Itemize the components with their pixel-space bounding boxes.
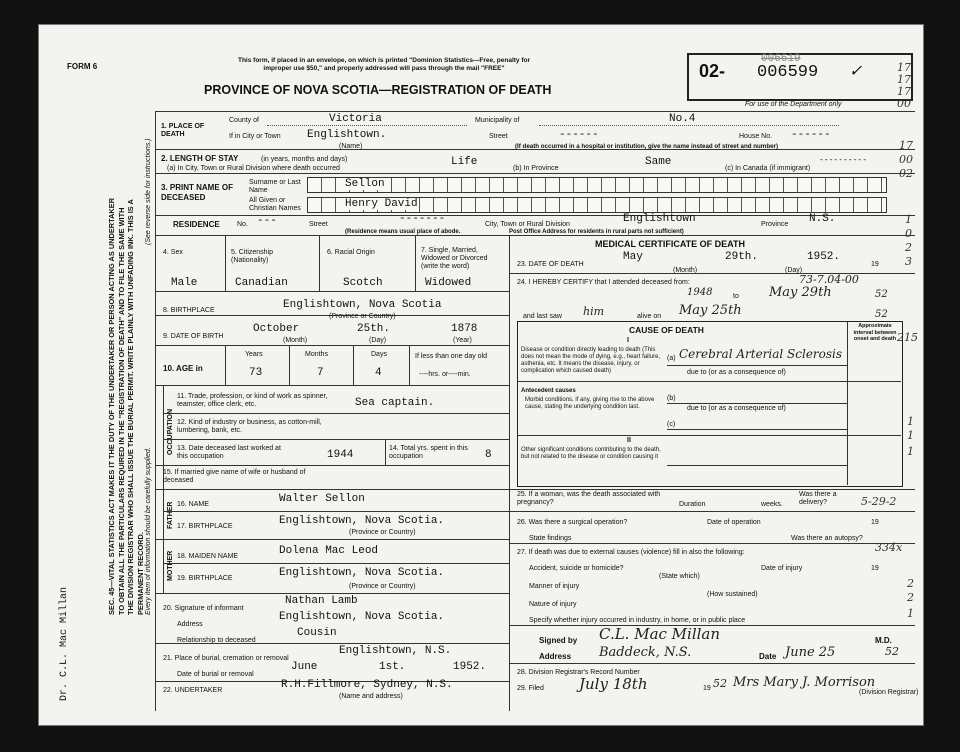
doctor-name-margin: Dr. C.L. Mac Millan	[59, 586, 70, 701]
registrar-signature: Mrs Mary J. Morrison	[733, 675, 876, 690]
margin-mark: 17	[897, 73, 911, 86]
injury-date-label: Date of injury	[761, 565, 803, 572]
margin-mark: 00	[899, 153, 913, 166]
racial-origin-value: Scotch	[343, 277, 383, 289]
birthplace-value: Englishtown, Nova Scotia	[283, 299, 442, 311]
surname-boxes	[307, 177, 887, 193]
margin-mark: 2	[907, 577, 914, 590]
due-to-label-a: due to (or as a consequence of)	[687, 369, 786, 376]
stay-city-value: Life	[451, 156, 478, 168]
street-value: ------	[559, 129, 599, 141]
mother-birthplace-label: 19. BIRTHPLACE	[177, 575, 233, 582]
mother-birthplace-value: Englishtown, Nova Scotia.	[279, 567, 445, 579]
sex-label: 4. Sex	[163, 249, 183, 256]
alive-on-year: 52	[875, 309, 888, 320]
cause-a-value: Cerebral Arterial Sclerosis	[679, 347, 843, 361]
house-value: ------	[791, 129, 831, 141]
age-months: 7	[317, 367, 324, 379]
attended-to-label: to	[733, 293, 739, 300]
days-label: Days	[371, 351, 387, 358]
informant-address-label: Address	[177, 621, 203, 628]
medical-certificate-heading: MEDICAL CERTIFICATE OF DEATH	[595, 239, 745, 249]
trade-value: Sea captain.	[355, 397, 435, 409]
maiden-name-label: 18. MAIDEN NAME	[177, 553, 239, 560]
margin-mark: 17	[899, 139, 913, 152]
autopsy-label: Was there an autopsy?	[791, 535, 863, 542]
signed-by-value: C.L. Mac Millan	[599, 625, 721, 643]
operation-year-suffix: 19	[871, 519, 879, 526]
mother-group-label: MOTHER	[167, 550, 174, 581]
margin-mark: 2	[905, 241, 912, 254]
date-of-death-month: May	[623, 251, 643, 263]
dob-month-caption: (Month)	[283, 337, 308, 344]
informant-signature-value: Nathan Lamb	[285, 595, 358, 607]
nature-of-injury-label: Nature of injury	[529, 601, 577, 608]
name-caption: (Name)	[339, 143, 363, 150]
years-label: Years	[245, 351, 263, 358]
dob-label: 9. DATE OF BIRTH	[163, 333, 224, 340]
racial-origin-label: 6. Racial Origin	[327, 249, 375, 256]
maiden-name-value: Dolena Mac Leod	[279, 545, 379, 557]
months-label: Months	[305, 351, 328, 358]
surname-value: Sellon	[345, 178, 385, 190]
father-group-label: FATHER	[167, 501, 174, 529]
physician-date-value: June 25	[785, 645, 836, 660]
margin-mark: 5-29-2	[861, 495, 897, 508]
residence-province-label: Province	[761, 221, 789, 228]
form-number: FORM 6	[67, 62, 98, 71]
margin-mark: 1	[907, 429, 914, 442]
margin-mark: 17	[897, 61, 911, 74]
given-names-value: Henry David	[345, 198, 418, 210]
delivery-label: Was there a delivery?	[799, 491, 837, 506]
residence-note: (Residence means usual place of abode.	[345, 229, 461, 235]
dept-use-note: For use of the Department only	[745, 101, 842, 108]
check-mark-icon: ✓	[849, 63, 863, 80]
cause-of-death-heading: CAUSE OF DEATH	[629, 325, 704, 335]
city-value: Englishtown.	[307, 129, 387, 141]
side-note-reverse: (See reverse side for instructions.)	[145, 138, 152, 245]
injury-year-suffix: 19	[871, 565, 879, 572]
occupation-group-label: OCCUPATION	[167, 408, 174, 455]
cause-b-marker: (b)	[667, 395, 676, 402]
less-than-day-label: If less than one day old	[415, 353, 487, 360]
margin-mark: 3	[905, 255, 912, 268]
last-worked-value: 1944	[327, 449, 354, 461]
registration-number: 006599	[757, 63, 819, 82]
burial-date-year: 1952.	[453, 661, 487, 673]
burial-date-month: June	[291, 661, 318, 673]
date-of-death-year-suffix: 19	[871, 261, 879, 268]
date-of-death-year: 1952.	[807, 251, 841, 263]
given-names-label: All Given or Christian Names	[249, 197, 301, 212]
spouse-label: 15. If married give name of wife or husband of deceased	[163, 469, 306, 484]
filed-year-prefix: 19	[703, 685, 711, 692]
findings-label: State findings	[529, 535, 572, 542]
residence-no: ---	[257, 215, 277, 227]
operation-date-label: Date of operation	[707, 519, 761, 526]
length-of-stay-label: 2. LENGTH OF STAY	[161, 154, 239, 163]
signed-by-label: Signed by	[539, 636, 578, 645]
antecedent-description: Morbid conditions, if any, giving rise to the above cause, stating the underlying condition last.	[525, 397, 655, 410]
cause-c-marker: (c)	[667, 421, 676, 428]
md-label: M.D.	[875, 636, 892, 645]
birthplace-caption: (Province or Country)	[329, 313, 396, 320]
state-which-caption: (State which)	[659, 573, 700, 580]
interval-heading: Approximate interval between onset and death	[853, 323, 897, 342]
county-label: County of	[229, 117, 259, 124]
father-name-value: Walter Sellon	[279, 493, 365, 505]
total-years-label: 14. Total yrs. spent in this occupation	[389, 445, 468, 460]
residence-no-label: No.	[237, 221, 248, 228]
physician-address-label: Address	[539, 652, 572, 661]
informant-signature-label: 20. Signature of informant	[163, 605, 244, 612]
house-label: House No.	[739, 133, 773, 140]
last-worked-label: 13. Date deceased last worked at this occupation	[177, 445, 281, 460]
accident-label: Accident, suicide or homicide?	[529, 565, 624, 572]
manner-of-injury-label: Manner of injury	[529, 583, 580, 590]
margin-mark: 1	[907, 607, 914, 620]
injury-place-label: Specify whether injury occurred in industry, in home, or in public place	[529, 617, 746, 624]
attended-from-date: 1948	[687, 287, 713, 298]
industry-label: 12. Kind of industry or business, as cotton-mill, lumbering, bank, etc.	[177, 419, 322, 434]
undertaker-value: R.H.Fillmore, Sydney, N.S.	[281, 679, 453, 691]
father-birthplace-label: 17. BIRTHPLACE	[177, 523, 233, 530]
stay-canada-label: (c) In Canada (if immigrant)	[725, 165, 811, 172]
part-two-label: II	[627, 437, 631, 444]
due-to-label-b: due to (or as a consequence of)	[687, 405, 786, 412]
marital-status-label: 7. Single, Married, Widowed or Divorced (write the word)	[421, 247, 488, 270]
length-of-stay-sub: (in years, months and days)	[261, 156, 348, 163]
marital-status-value: Widowed	[425, 277, 472, 289]
margin-mark: 2	[907, 591, 914, 604]
stay-city-label: (a) In City, Town or Rural Division where death occurred	[167, 165, 340, 172]
how-sustained-caption: (How sustained)	[707, 591, 758, 598]
residence-label: RESIDENCE	[173, 220, 220, 229]
physician-date-year: 52	[885, 645, 899, 658]
registration-number-struck: 006619	[761, 53, 801, 65]
dob-year: 1878	[451, 323, 478, 335]
father-name-label: 16. NAME	[177, 501, 209, 508]
total-years-value: 8	[485, 449, 492, 461]
residence-city-label: City, Town or Rural Division	[485, 221, 570, 228]
mother-birthplace-caption: (Province or Country)	[349, 583, 416, 590]
residence-province: N.S.	[809, 213, 836, 225]
pregnancy-label: 25. If a woman, was the death associated with pregnancy?	[517, 491, 661, 506]
stay-canada-value: ----------	[819, 156, 868, 165]
birthplace-label: 8. BIRTHPLACE	[163, 307, 215, 314]
margin-mark: 215	[897, 331, 918, 344]
filed-year: 52	[713, 677, 727, 690]
margin-mark: 1	[905, 213, 912, 226]
residence-po-note: Post Office Address for residents in rural parts not sufficient)	[509, 229, 684, 235]
informant-relationship-value: Cousin	[297, 627, 337, 639]
physician-address-value: Baddeck, N.S.	[599, 645, 692, 660]
margin-mark: 02	[899, 167, 913, 180]
residence-city: Englishtown	[623, 213, 696, 225]
last-saw-who: him	[583, 305, 605, 318]
margin-mark: 1	[907, 445, 914, 458]
margin-mark: 00	[897, 97, 911, 110]
surgical-operation-label: 26. Was there a surgical operation?	[517, 519, 628, 526]
father-birthplace-value: Englishtown, Nova Scotia.	[279, 515, 445, 527]
undertaker-label: 22. UNDERTAKER	[163, 687, 223, 694]
print-name-label: 3. PRINT NAME OF DECEASED	[161, 183, 234, 202]
city-label: If in City or Town	[229, 133, 281, 140]
burial-date-label: Date of burial or removal	[177, 671, 254, 678]
burial-date-day: 1st.	[379, 661, 406, 673]
attendance-range-note: 73-7.04-00	[799, 273, 859, 286]
undertaker-caption: (Name and address)	[339, 693, 403, 700]
dob-day: 25th.	[357, 323, 391, 335]
margin-mark: 1	[907, 415, 914, 428]
registration-prefix: 02-	[699, 61, 726, 81]
county-value: Victoria	[329, 113, 382, 125]
trade-label: 11. Trade, profession, or kind of work as spinner, teamster, office clerk, etc.	[177, 393, 328, 408]
dod-day-caption: (Day)	[785, 267, 803, 274]
alive-on-date: May 25th	[679, 303, 742, 318]
side-note: Every item of information should be carefully supplied.	[145, 447, 152, 615]
informant-relationship-label: Relationship to deceased	[177, 637, 256, 644]
municipality-value: No.4	[669, 113, 696, 125]
part-one-label: I	[627, 337, 629, 344]
filed-date: July 18th	[579, 675, 648, 693]
form-title: PROVINCE OF NOVA SCOTIA—REGISTRATION OF DEATH	[204, 83, 552, 97]
age-years: 73	[249, 367, 263, 379]
informant-address-value: Englishtown, Nova Scotia.	[279, 611, 445, 623]
stay-province-label: (b) In Province	[513, 165, 559, 172]
hours-minutes-label: ----hrs. or----min.	[419, 371, 471, 378]
certify-label: 24. I HEREBY CERTIFY that I attended deceased from:	[517, 279, 690, 286]
last-saw-label: and last saw	[523, 313, 562, 320]
date-of-death-day: 29th.	[725, 251, 759, 263]
father-birthplace-caption: (Province or Country)	[349, 529, 416, 536]
dob-month: October	[253, 323, 300, 335]
burial-place-value: Englishtown, N.S.	[339, 645, 452, 657]
dob-day-caption: (Day)	[369, 337, 387, 344]
margin-mark: 17	[897, 85, 911, 98]
margin-mark: 0	[905, 227, 912, 240]
dob-year-caption: (Year)	[453, 337, 472, 344]
antecedent-label: Antecedent causes	[521, 388, 576, 394]
age-days: 4	[375, 367, 382, 379]
death-registration-form	[38, 24, 924, 726]
street-label: Street	[489, 133, 508, 140]
margin-mark: 334x	[875, 541, 903, 554]
residence-street-label: Street	[309, 221, 328, 228]
pregnancy-duration-label: Duration	[679, 501, 706, 508]
pregnancy-weeks-label: weeks.	[761, 501, 783, 508]
sex-value: Male	[171, 277, 198, 289]
surname-label: Surname or Last Name	[249, 179, 301, 194]
residence-street: -------	[399, 213, 446, 225]
stay-province-value: Same	[645, 156, 672, 168]
alive-on-label: alive on	[637, 313, 662, 320]
attended-to-year: 52	[875, 289, 888, 300]
citizenship-value: Canadian	[235, 277, 288, 289]
place-of-death-label: 1. PLACE OF DEATH	[161, 123, 205, 138]
burial-place-label: 21. Place of burial, cremation or removal	[163, 655, 289, 662]
date-of-death-label: 23. DATE OF DEATH	[517, 261, 584, 268]
part-one-description: Disease or condition directly leading to death (This does not mean the mode of dying, e.g., heart failure, asthenia, etc. It means the disease, injury, or complication which caused death)	[521, 347, 661, 374]
other-conditions-description: Other significant conditions contributing to the death, but not related to the disease or condition causing it	[521, 447, 661, 460]
cause-a-marker: (a)	[667, 355, 676, 362]
physician-date-label: Date	[759, 652, 777, 661]
age-label: 10. AGE in	[163, 364, 203, 373]
filed-label: 29. Filed	[517, 685, 544, 692]
record-number-label: 28. Division Registrar's Record Number	[517, 669, 640, 676]
municipality-label: Municipality of	[475, 117, 520, 124]
hospital-note: (If death occurred in a hospital or institution, give the name instead of street and number)	[515, 143, 779, 150]
registrar-caption: (Division Registrar)	[859, 689, 919, 696]
side-warning: SEC. 45—VITAL STATISTICS ACT MAKES IT THE DUTY OF THE UNDERTAKER OR PERSON ACTING AS UNDERTAKER TO OBTAIN ALL THE PARTICULARS REQUIRED IN THE "REGISTRATION OF DEATH" AND TO FILE THE SAME WITH THE DIVISION REGISTRAR WHO SHALL ISSUE THE BURIAL PERMIT. WRITE PLAINLY WITH UNFADING INK. THIS IS A PERMANENT RECORD.	[107, 197, 145, 615]
dod-month-caption: (Month)	[673, 267, 698, 274]
envelope-note: This form, if placed in an envelope, on which is printed "Dominion Statistics—Free, penalty for improper use $50," and properly addressed will pass through the mail "FREE"	[237, 57, 530, 72]
attended-to-date: May 29th	[769, 285, 832, 300]
citizenship-label: 5. Citizenship (Nationality)	[231, 249, 274, 264]
external-causes-label: 27. If death was due to external causes (violence) fill in also the following:	[517, 549, 745, 556]
